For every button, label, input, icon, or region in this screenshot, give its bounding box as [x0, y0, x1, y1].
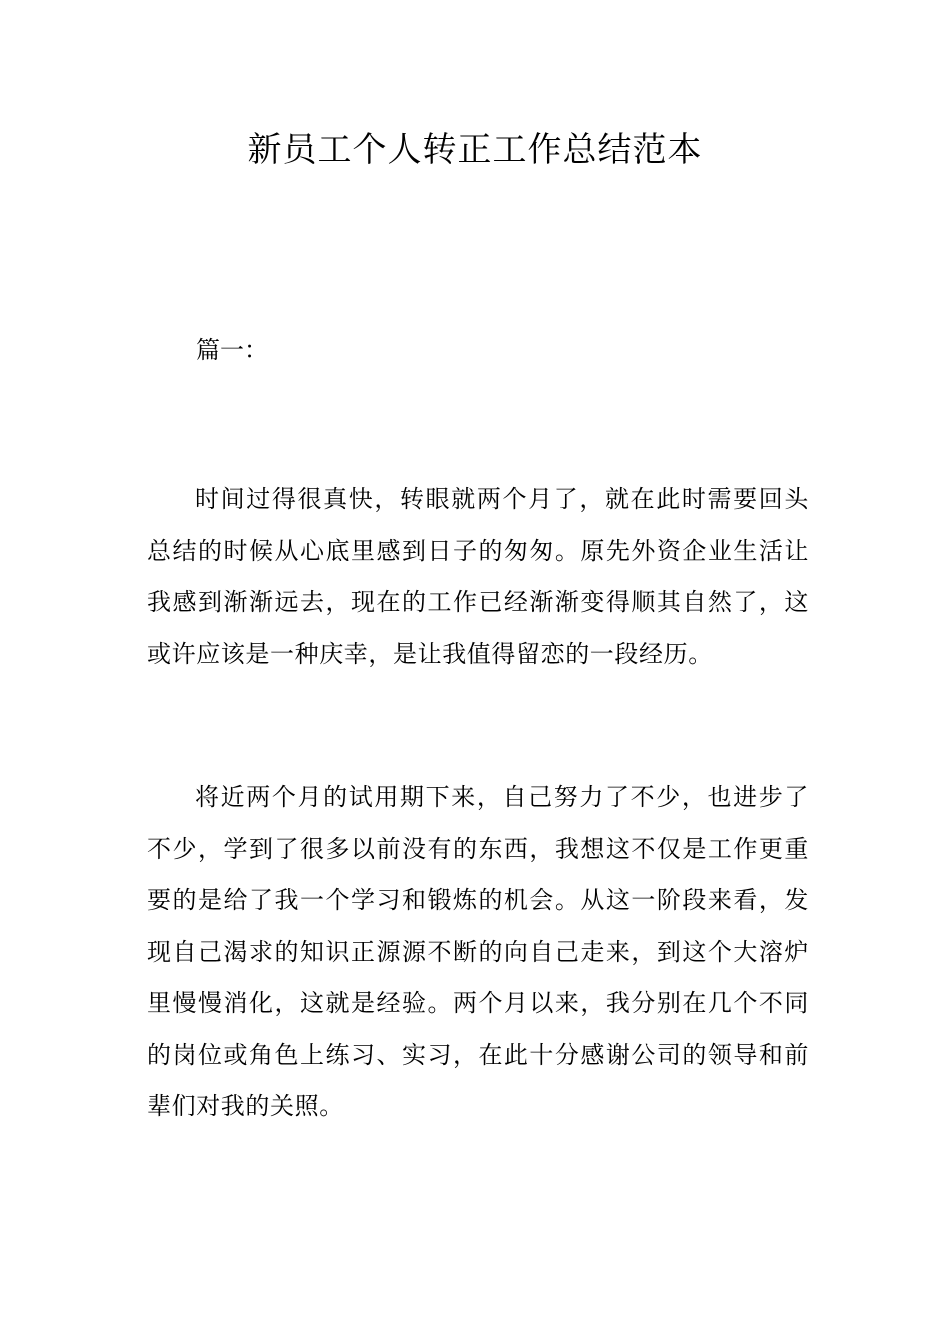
body-paragraph-2: 将近两个月的试用期下来，自己努力了不少，也进步了不少，学到了很多以前没有的东西，我想这不仅是工作更重要的是给了我一个学习和锻炼的机会。从这一阶段来看，发现自己渴求的知识正源源不断的向自己走来，到这个大溶炉里慢慢消化，这就是经验。两个月以来，我分别在几个不同的岗位或角色上练习、实习，在此十分感谢公司的领导和前辈们对我的关照。 — [147, 783, 809, 1120]
body-paragraph-1: 时间过得很真快，转眼就两个月了，就在此时需要回头总结的时候从心底里感到日子的匆匆。原先外资企业生活让我感到渐渐远去，现在的工作已经渐渐变得顺其自然了，这或许应该是一种庆幸，是让我值得留恋的一段经历。 — [147, 485, 809, 668]
section-label: 篇一： — [196, 336, 268, 364]
document-title: 新员工个人转正工作总结范本 — [247, 130, 703, 170]
